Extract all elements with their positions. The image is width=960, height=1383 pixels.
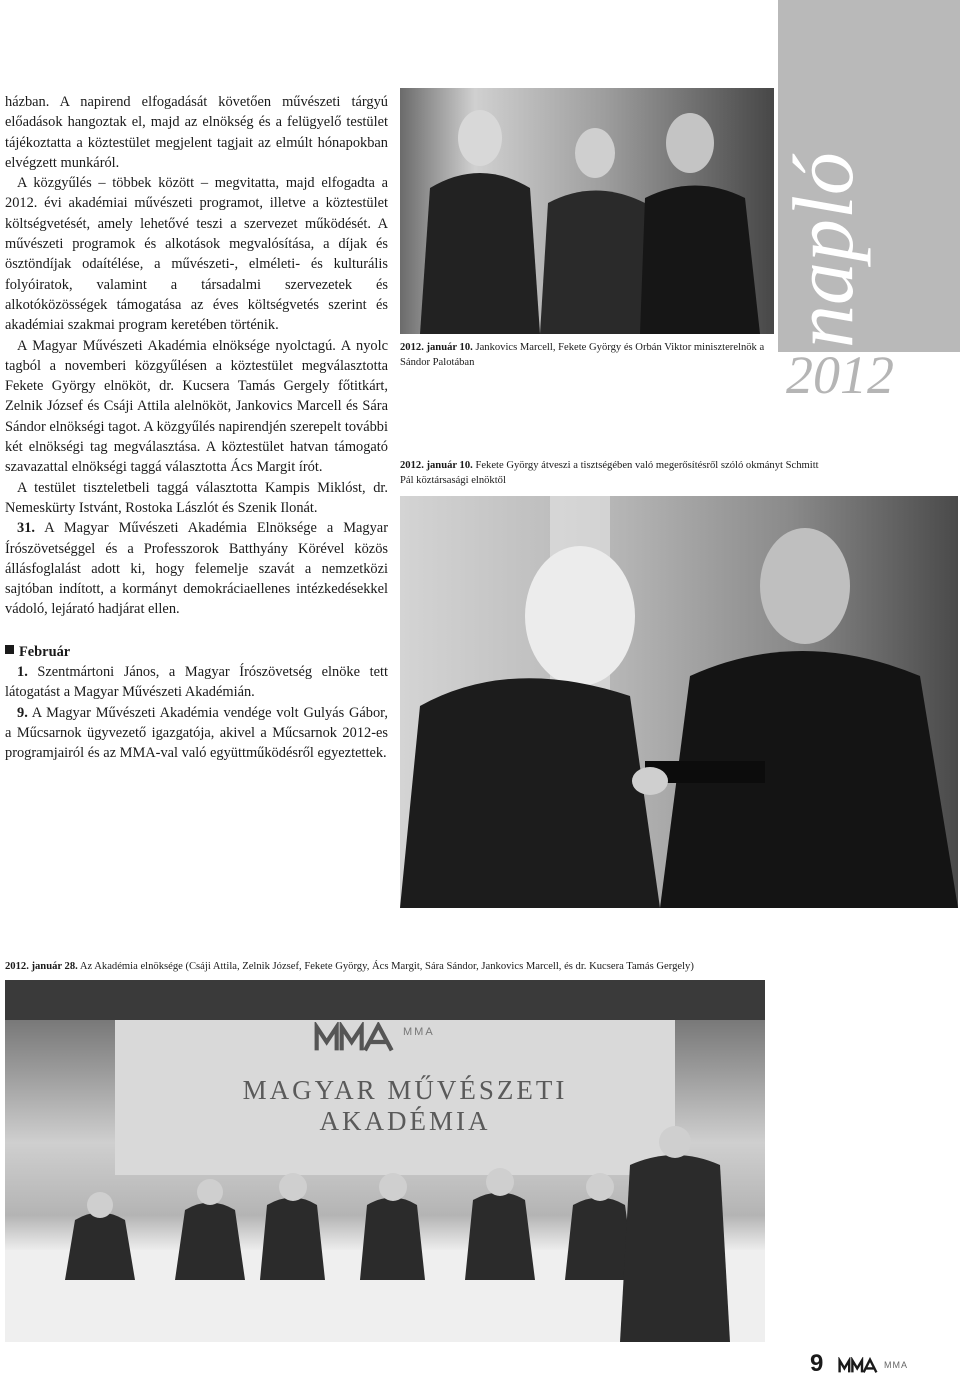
caption-photo-1	[400, 340, 775, 370]
entry-feb-1-text: Szentmártoni János, a Magyar Írószövetség elnöke tett látogatást a Magyar Művészeti Akadémián.	[5, 664, 388, 701]
paragraph-1: házban. A napirend elfogadását követően művészeti tárgyú előadások hangoztak el, majd az elnökség és a felügyelő testület tájékoztatta a köztestület megjelent tagjait az elmúlt hónapokban elvégzett munkáról.	[5, 94, 388, 171]
paragraph-2: A közgyűlés – többek között – megvitatta, majd elfogadta a 2012. évi akadémiai művészeti programot, illetve a köztestület költségvetését, amely lehetővé teszi a szervezet működését. A művészeti programok és alkotások megvalósítása, a díjak és ösztöndíjak odaítélése, a művészeti-, elméleti- és kulturális folyóiratok, valamint a társadalmi szervezetek és alkotóközösségek támogatása az éves költségvetés szerint és akadémiai szakmai program keretében történik.	[5, 175, 388, 334]
caption-photo-1-text: Jankovics Marcell, Fekete György és Orbán Viktor miniszterelnök a Sándor Palotában	[400, 342, 765, 368]
caption-photo-3	[5, 959, 955, 974]
entry-feb-9-text: A Magyar Művészeti Akadémia vendége volt Gulyás Gábor, a Műcsarnok ügyvezető igazgatója, akivel a Műcsarnok 2012-es programjairól és az MMA-val való együttműködésről egyeztettek.	[5, 704, 388, 762]
caption-photo-2-date: 2012. január 10.	[400, 460, 473, 471]
section-heading-label: Február	[19, 643, 71, 660]
entry-feb-1	[5, 662, 388, 703]
photo-handshake	[400, 496, 958, 908]
paragraph-4: A testület tiszteletbeli taggá választotta Kampis Miklóst, dr. Nemeskürty Istvánt, Rostoka Lászlót és Szenik Ilonát.	[5, 479, 388, 516]
sidebar-year: 2012	[786, 345, 894, 405]
entry-feb-9	[5, 703, 388, 764]
caption-photo-1-date: 2012. január 10.	[400, 342, 473, 353]
article-text	[5, 92, 388, 764]
footer-logo-text: MMA	[884, 1360, 908, 1370]
photo-three-men-figures	[400, 88, 774, 334]
caption-photo-3-date: 2012. január 28.	[5, 961, 78, 972]
entry-31-day: 31.	[17, 520, 35, 537]
page-number: 9	[810, 1350, 824, 1377]
banner-logo-text: MMA	[403, 1026, 435, 1038]
photo-three-men	[400, 88, 774, 334]
spacer	[5, 620, 388, 642]
paragraph-3: A Magyar Művészeti Akadémia elnöksége nyolctagú. A nyolc tagból a novemberi közgyűlésen a köztestület megválasztotta Fekete György elnököt, dr. Kucsera Tamás Gergely főtitkárt, Zelnik József és Csáji Attila alelnököt, Jankovics Marcell és Sára Sándor elnökségi tagot. A közgyűlés napirendjén szerepelt további két elnökségi tag megválasztása. A köztestület hatvan támogató szavazattal elnökségi taggá választotta Ács Margit írót.	[5, 337, 388, 476]
caption-photo-2	[400, 458, 820, 488]
sidebar-label: napló	[775, 152, 871, 348]
square-bullet-icon	[5, 645, 14, 654]
caption-photo-3-text: Az Akadémia elnöksége (Csáji Attila, Zelnik József, Fekete György, Ács Margit, Sára Sándor, Jankovics Marcell, és dr. Kucsera Tamás Gergely)	[77, 961, 694, 972]
section-heading	[5, 642, 388, 662]
photo-handshake-figures	[400, 496, 958, 908]
photo-board-meeting	[5, 980, 765, 1342]
entry-31	[5, 518, 388, 619]
entry-feb-1-day: 1.	[17, 664, 28, 681]
footer-mma-logo-icon	[838, 1357, 878, 1375]
caption-photo-2-text: Fekete György átveszi a tisztségében való megerősítésről szóló okmányt Schmitt Pál köztársasági elnöktől	[400, 460, 819, 486]
entry-feb-9-day: 9.	[17, 704, 28, 721]
banner-mma-logo	[313, 1022, 397, 1052]
banner-title: MAGYAR MŰVÉSZETI AKADÉMIA	[242, 1075, 568, 1136]
entry-31-text: A Magyar Művészeti Akadémia Elnöksége a Magyar Írószövetséggel és a Professzorok Batthyány Körével közös állásfoglalást adott ki, hogy felemelje szavát a nemzetközi sajtóban indított, a kormányt demokráciaellenes intézkedésekkel vádoló, lejárató hadjárat ellen.	[5, 520, 388, 618]
sidebar-title	[770, 150, 960, 350]
